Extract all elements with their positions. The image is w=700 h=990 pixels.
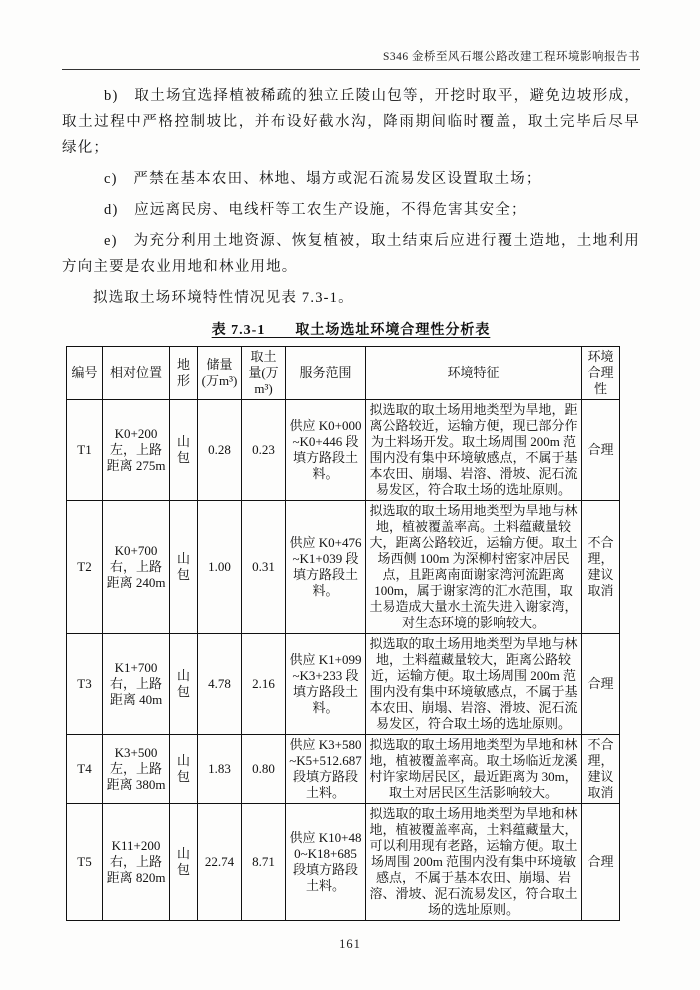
cell-terrain: 山包 <box>170 735 198 804</box>
cell-service: 供应 K3+580~K5+512.687 段填方路段土料。 <box>286 735 366 804</box>
cell-extraction: 0.31 <box>242 501 286 634</box>
cell-position: K11+200 右，上路距离 820m <box>103 804 170 921</box>
cell-reserve: 0.28 <box>198 400 242 501</box>
cell-terrain: 山包 <box>170 400 198 501</box>
cell-service: 供应 K0+476~K1+039 段填方路段土料。 <box>286 501 366 634</box>
cell-service: 供应 K1+099~K3+233 段填方路段土料。 <box>286 634 366 735</box>
cell-id: T2 <box>67 501 103 634</box>
cell-rationality: 不合理，建议取消 <box>582 735 620 804</box>
analysis-table <box>66 346 620 921</box>
table-caption <box>62 319 640 339</box>
cell-service: 供应 K10+480~K18+685 段填方路段土料。 <box>286 804 366 921</box>
table-row-t3 <box>67 634 620 735</box>
cell-extraction: 2.16 <box>242 634 286 735</box>
cell-position: K0+700 右，上路距离 240m <box>103 501 170 634</box>
body-text <box>62 83 640 311</box>
cell-reserve: 1.83 <box>198 735 242 804</box>
cell-extraction: 8.71 <box>242 804 286 921</box>
col-header-id: 编号 <box>67 347 103 400</box>
cell-features: 拟选取的取土场用地类型为旱地与林地，植被覆盖率高。土料蕴藏量较大，距离公路较近，运输方便。取土场西侧 100m 为深柳村密家冲居民点，且距离南面谢家湾河流距离 100m，属于谢家湾的汇水范围，取土易造成大量水土流失进入谢家湾，对生态环境的影响较大。 <box>366 501 582 634</box>
cell-position: K0+200 左，上路距离 275m <box>103 400 170 501</box>
cell-reserve: 1.00 <box>198 501 242 634</box>
col-header-features: 环境特征 <box>366 347 582 400</box>
table-row-t5 <box>67 804 620 921</box>
paragraph-c: c) 严禁在基本农田、林地、塌方或泥石流易发区设置取土场； <box>104 171 542 187</box>
cell-service: 供应 K0+000~K0+446 段填方路段土料。 <box>286 400 366 501</box>
running-header-title: S346 金桥至风石堰公路改建工程环境影响报告书 <box>382 51 640 63</box>
table-caption-text: 表 7.3-1 取土场选址环境合理性分析表 <box>211 323 491 338</box>
cell-rationality: 合理 <box>582 804 620 921</box>
cell-terrain: 山包 <box>170 804 198 921</box>
cell-position: K3+500 左，上路距离 380m <box>103 735 170 804</box>
col-header-service: 服务范围 <box>286 347 366 400</box>
page-number: 161 <box>339 937 361 951</box>
table-header-row <box>67 347 620 400</box>
paragraph-d: d) 应远离民房、电线杆等工农生产设施，不得危害其安全； <box>104 202 527 218</box>
cell-id: T3 <box>67 634 103 735</box>
cell-features: 拟选取的取土场用地类型为旱地，距离公路较近，运输方便，现已部分作为土料场开发。取土场周围 200m 范围内没有集中环境敏感点，不属于基本农田、崩塌、岩溶、滑坡、泥石流易发区，符合取土场的选址原则。 <box>366 400 582 501</box>
table-row-t4 <box>67 735 620 804</box>
paragraph-b: b) 取土场宜选择植被稀疏的独立丘陵山包等，开挖时取平，避免边坡形成，取土过程中严格控制坡比，并布设好截水沟，降雨期间临时覆盖，取土完毕后尽早绿化； <box>62 88 640 156</box>
paragraph-e: e) 为充分利用土地资源、恢复植被，取土结束后应进行覆土造地，土地利用方向主要是农业用地和林业用地。 <box>62 233 640 275</box>
table-row-t2 <box>67 501 620 634</box>
col-header-reserve: 储量(万m³) <box>198 347 242 400</box>
cell-terrain: 山包 <box>170 634 198 735</box>
cell-reserve: 22.74 <box>198 804 242 921</box>
cell-id: T4 <box>67 735 103 804</box>
cell-terrain: 山包 <box>170 501 198 634</box>
col-header-terrain: 地形 <box>170 347 198 400</box>
cell-features: 拟选取的取土场用地类型为旱地和林地，植被覆盖率高。取土场临近龙溪村许家坳居民区，最近距离为 30m，取土对居民区生活影响较大。 <box>366 735 582 804</box>
table-row-t1 <box>67 400 620 501</box>
cell-extraction: 0.80 <box>242 735 286 804</box>
running-header <box>62 48 640 70</box>
paragraph-lead-in: 拟选取土场环境特性情况见表 7.3-1。 <box>93 290 354 306</box>
col-header-rationality: 环境合理性 <box>582 347 620 400</box>
cell-extraction: 0.23 <box>242 400 286 501</box>
cell-id: T1 <box>67 400 103 501</box>
col-header-extraction: 取土量(万m³) <box>242 347 286 400</box>
cell-id: T5 <box>67 804 103 921</box>
cell-position: K1+700 右，上路距离 40m <box>103 634 170 735</box>
cell-features: 拟选取的取土场用地类型为旱地和林地，植被覆盖率高，土料蕴藏量大，可以利用现有老路，运输方便。取土场周围 200m 范围内没有集中环境敏感点，不属于基本农田、崩塌、岩溶、滑坡、泥石流易发区，符合取土场的选址原则。 <box>366 804 582 921</box>
cell-rationality: 合理 <box>582 634 620 735</box>
cell-rationality: 不合理，建议取消 <box>582 501 620 634</box>
col-header-position: 相对位置 <box>103 347 170 400</box>
cell-features: 拟选取的取土场用地类型为旱地与林地，土料蕴藏量较大，距离公路较近，运输方便。取土场周围 200m 范围内没有集中环境敏感点，不属于基本农田、崩塌、岩溶、滑坡、泥石流易发区，符合取土场的选址原则。 <box>366 634 582 735</box>
cell-rationality: 合理 <box>582 400 620 501</box>
cell-reserve: 4.78 <box>198 634 242 735</box>
